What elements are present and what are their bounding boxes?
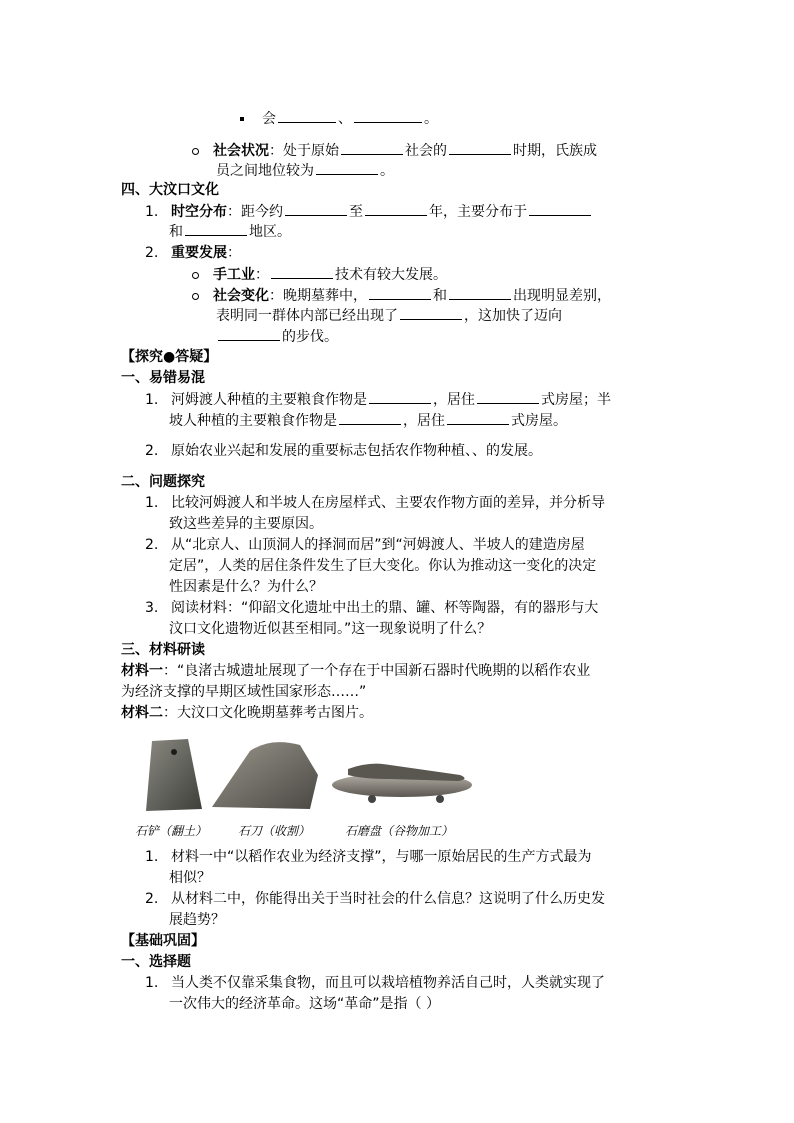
question-2 — [145, 441, 542, 461]
social-change-line-3 — [216, 326, 338, 347]
stone-knife-image — [212, 742, 318, 809]
question-1-cont — [169, 410, 567, 431]
section-heading: 三、材料研读 — [121, 642, 205, 658]
text: 的步伐。 — [282, 329, 338, 345]
square-bullet-icon — [240, 117, 244, 121]
reading-q2 — [145, 889, 605, 909]
bullet-line-1 — [240, 108, 438, 129]
text: 年，主要分布于 — [429, 204, 527, 220]
reading-q2-cont: 展趋势？ — [169, 912, 225, 928]
text: ：距今约 — [227, 204, 283, 220]
section-heading: 一、易错易混 — [121, 370, 205, 386]
fill-blank[interactable] — [316, 160, 378, 175]
text: ： — [255, 267, 269, 283]
problem-1-cont: 致这些差异的主要原因。 — [169, 516, 323, 532]
item-number: 1. — [145, 392, 159, 408]
social-status-line — [192, 140, 597, 161]
fill-blank[interactable] — [339, 410, 401, 425]
item-number: 1. — [145, 204, 159, 220]
social-change-line — [192, 285, 611, 306]
section-heading: 一、选择题 — [121, 954, 191, 970]
text: 。 — [424, 111, 438, 127]
fill-blank[interactable] — [185, 221, 247, 236]
text: 。 — [380, 163, 394, 179]
problem-2-cont: 定居”，人类的居住条件发生了巨大变化。你认为推动这一变化的决定 — [169, 558, 597, 574]
label: 重要发展 — [171, 245, 227, 261]
fill-blank[interactable] — [477, 389, 539, 404]
fill-blank[interactable] — [341, 140, 403, 155]
fill-blank[interactable] — [354, 108, 422, 123]
label: 时空分布 — [171, 204, 227, 220]
text: 河姆渡人种植的主要粮食作物是 — [171, 392, 367, 408]
text: 坡人种植的主要粮食作物是 — [169, 413, 337, 429]
fill-blank[interactable] — [278, 108, 336, 123]
item-number: 1. — [145, 849, 159, 865]
label: 材料二 — [121, 705, 163, 721]
item-number: 2. — [145, 537, 159, 553]
text: 式房屋；半 — [541, 392, 611, 408]
text: 地区。 — [249, 224, 291, 240]
social-change-line-2 — [216, 305, 562, 326]
item-number: 2. — [145, 891, 159, 907]
item-number: 1. — [145, 495, 159, 511]
text: 比较河姆渡人和半坡人在房屋样式、主要农作物方面的差异，并分析导 — [171, 495, 605, 511]
fill-blank[interactable] — [271, 264, 333, 279]
fill-blank[interactable] — [369, 285, 431, 300]
item-number: 2. — [145, 245, 159, 261]
basic-heading: 【基础巩固】 — [121, 933, 205, 949]
fill-blank[interactable] — [529, 201, 591, 216]
circle-bullet-icon — [192, 148, 199, 155]
label: 手工业 — [213, 267, 255, 283]
text: 阅读材料：“仰韶文化遗址中出土的鼎、罐、杯等陶器，有的器形与大 — [171, 600, 599, 616]
circle-bullet-icon — [192, 272, 199, 279]
section-heading: 四、大汶口文化 — [121, 182, 219, 198]
social-status-line-2 — [216, 160, 394, 181]
text: 和 — [433, 288, 447, 304]
text: ：处于原始 — [269, 143, 339, 159]
text: 式房屋。 — [511, 413, 567, 429]
label: 材料一 — [121, 663, 163, 679]
text: 材料一中“以稻作农业为经济支撑”，与哪一原始居民的生产方式最为 — [171, 849, 592, 865]
material-2 — [121, 703, 373, 723]
choice-1-cont: 一次伟大的经济革命。这场“革命”是指（ ） — [169, 996, 440, 1012]
text: ：“良渚古城遗址展现了一个存在于中国新石器时代晚期的以稻作农业 — [163, 663, 591, 679]
label: 社会变化 — [213, 288, 269, 304]
text: 至 — [349, 204, 363, 220]
fill-blank[interactable] — [449, 285, 511, 300]
fill-blank[interactable] — [369, 389, 431, 404]
reading-q1-cont: 相似？ — [169, 870, 211, 886]
text: 原始农业兴起和发展的重要标志包括农作物种植、、的发展。 — [171, 443, 542, 459]
material-1 — [121, 661, 590, 681]
reading-q1 — [145, 847, 592, 867]
problem-2-cont: 性因素是什么？为什么？ — [169, 579, 323, 595]
caption-stone-knife: 石刀（收割） — [238, 824, 311, 838]
material-1-cont: 为经济支撑的早期区域性国家形态……” — [121, 684, 367, 700]
question-1 — [145, 389, 611, 410]
problem-2 — [145, 535, 585, 555]
text: ，这加快了迈向 — [464, 308, 562, 324]
item-number: 3. — [145, 600, 159, 616]
text: 员之间地位较为 — [216, 163, 314, 179]
text: 从材料二中，你能得出关于当时社会的什么信息？这说明了什么历史发 — [171, 891, 605, 907]
choice-1 — [145, 973, 605, 993]
problem-1 — [145, 493, 605, 513]
section-heading: 二、问题探究 — [121, 474, 205, 490]
text: ：晚期墓葬中， — [269, 288, 367, 304]
text: ：大汶口文化晚期墓葬考古图片。 — [163, 705, 373, 721]
item-1-cont — [169, 221, 291, 242]
text: 技术有较大发展。 — [335, 267, 447, 283]
problem-3 — [145, 598, 598, 618]
stone-shovel-image — [146, 739, 202, 811]
text: 出现明显差别， — [513, 288, 611, 304]
circle-bullet-icon — [192, 293, 199, 300]
text: 社会的 — [405, 143, 447, 159]
text: 时期，氏族成 — [513, 143, 597, 159]
label: 社会状况 — [213, 143, 269, 159]
item-number: 1. — [145, 975, 159, 991]
text: 会 — [262, 111, 276, 127]
problem-3-cont: 汶口文化遗物近似甚至相同。”这一现象说明了什么？ — [169, 621, 492, 637]
item-number: 2. — [145, 443, 159, 459]
fill-blank[interactable] — [365, 201, 427, 216]
text: 、 — [338, 111, 352, 127]
caption-grinding-stone: 石磨盘（谷物加工） — [345, 824, 454, 838]
fill-blank[interactable] — [447, 410, 509, 425]
text: ： — [227, 245, 241, 261]
item-2 — [145, 243, 241, 263]
explore-heading: 【探究●答疑】 — [121, 349, 218, 365]
handicraft-line — [192, 264, 447, 285]
text: ，居住 — [403, 413, 445, 429]
item-1 — [145, 201, 593, 222]
text: 表明同一群体内部已经出现了 — [216, 308, 398, 324]
text: ，居住 — [433, 392, 475, 408]
text: 从“北京人、山顶洞人的择洞而居”到“河姆渡人、半坡人的建造房屋 — [171, 537, 585, 553]
fill-blank[interactable] — [400, 305, 462, 320]
caption-stone-shovel: 石铲（翻土） — [135, 824, 208, 838]
text: 和 — [169, 224, 183, 240]
artifact-photos — [140, 735, 480, 820]
grinding-stone-image — [332, 764, 472, 803]
fill-blank[interactable] — [285, 201, 347, 216]
fill-blank[interactable] — [449, 140, 511, 155]
text: 当人类不仅靠采集食物，而且可以栽培植物养活自己时，人类就实现了 — [171, 975, 605, 991]
fill-blank[interactable] — [218, 326, 280, 341]
